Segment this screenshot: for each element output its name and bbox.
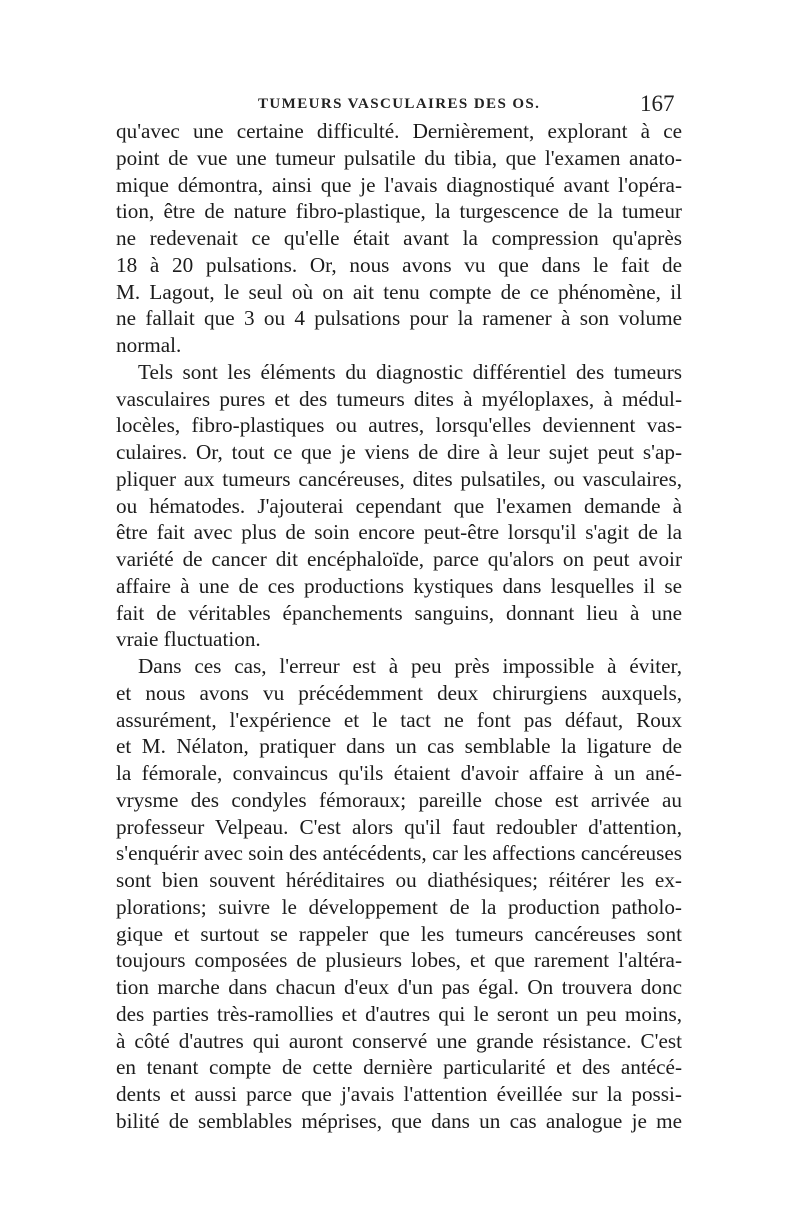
text-line: locèles, fibro-plastiques ou autres, lorsqu'elles deviennent vas- <box>116 413 682 438</box>
text-line: dents et aussi parce que j'avais l'attention éveillée sur la possi- <box>116 1082 682 1106</box>
text-line: professeur Velpeau. C'est alors qu'il faut redoubler d'attention, <box>116 814 682 839</box>
text-line: assurément, l'expérience et le tact ne font pas défaut, Roux <box>116 707 682 732</box>
text-line: pliquer aux tumeurs cancéreuses, dites pulsatiles, ou vasculaires, <box>116 466 682 491</box>
text-line: qu'avec une certaine difficulté. Dernièrement, explorant à ce <box>116 119 682 143</box>
text-line: vrysme des condyles fémoraux; pareille chose est arrivée au <box>116 787 682 812</box>
text-line: mique démontra, ainsi que je l'avais diagnostiqué avant l'opéra- <box>116 172 682 197</box>
text-line: vraie fluctuation. <box>116 627 261 652</box>
text-line: des parties très-ramollies et d'autres qui le seront un peu moins, <box>116 1001 682 1026</box>
text-line: tion, être de nature fibro-plastique, la turgescence de la tumeur <box>116 199 682 224</box>
text-line: M. Lagout, le seul où on ait tenu compte de ce phénomène, il <box>116 279 682 304</box>
page-number: 167 <box>640 91 675 116</box>
text-line: en tenant compte de cette dernière particularité et des antécé- <box>116 1055 682 1080</box>
text-line: la fémorale, convaincus qu'ils étaient d'avoir affaire à un ané- <box>116 761 682 785</box>
text-line: et M. Nélaton, pratiquer dans un cas semblable la ligature de <box>116 734 682 759</box>
text-line: sont bien souvent héréditaires ou diathésiques; réitérer les ex- <box>116 868 682 892</box>
text-line: être fait avec plus de soin encore peut-être lorsqu'il s'agit de la <box>116 520 682 545</box>
text-line: bilité de semblables méprises, que dans un cas analogue je me <box>116 1108 682 1133</box>
text-line: gique et surtout se rappeler que les tumeurs cancéreuses sont <box>116 921 682 946</box>
text-line: culaires. Or, tout ce que je viens de dire à leur sujet peut s'ap- <box>116 440 682 464</box>
text-line: variété de cancer dit encéphaloïde, parce qu'alors on peut avoir <box>116 547 682 571</box>
text-line: ne redevenait ce qu'elle était avant la compression qu'après <box>116 226 682 250</box>
text-line: 18 à 20 pulsations. Or, nous avons vu que dans le fait de <box>116 252 682 277</box>
text-line: Tels sont les éléments du diagnostic différentiel des tumeurs <box>138 359 682 384</box>
text-line: affaire à une de ces productions kystiques dans lesquelles il se <box>116 573 682 598</box>
text-line: tion marche dans chacun d'eux d'un pas égal. On trouvera donc <box>116 975 682 999</box>
running-title: TUMEURS VASCULAIRES DES OS. <box>258 96 541 112</box>
text-line: point de vue une tumeur pulsatile du tibia, que l'examen anato- <box>116 145 682 170</box>
text-line: et nous avons vu précédemment deux chirurgiens auxquels, <box>116 680 682 705</box>
text-line: toujours composées de plusieurs lobes, et que rarement l'altéra- <box>116 948 682 973</box>
text-line: s'enquérir avec soin des antécédents, car les affections cancéreuses <box>116 841 682 866</box>
body-text <box>116 118 682 1135</box>
text-line: normal. <box>116 333 182 357</box>
text-line: plorations; suivre le développement de la production patholo- <box>116 894 682 919</box>
text-line: fait de véritables épanchements sanguins, donnant lieu à une <box>116 600 682 625</box>
text-line: ne fallait que 3 ou 4 pulsations pour la ramener à son volume <box>116 306 682 331</box>
text-line: Dans ces cas, l'erreur est à peu près impossible à éviter, <box>138 654 682 678</box>
text-line: ou hématodes. J'ajouterai cependant que l'examen demande à <box>116 493 682 518</box>
text-line: vasculaires pures et des tumeurs dites à myéloplaxes, à médul- <box>116 386 682 411</box>
text-line: à côté d'autres qui auront conservé une grande résistance. C'est <box>116 1028 682 1053</box>
